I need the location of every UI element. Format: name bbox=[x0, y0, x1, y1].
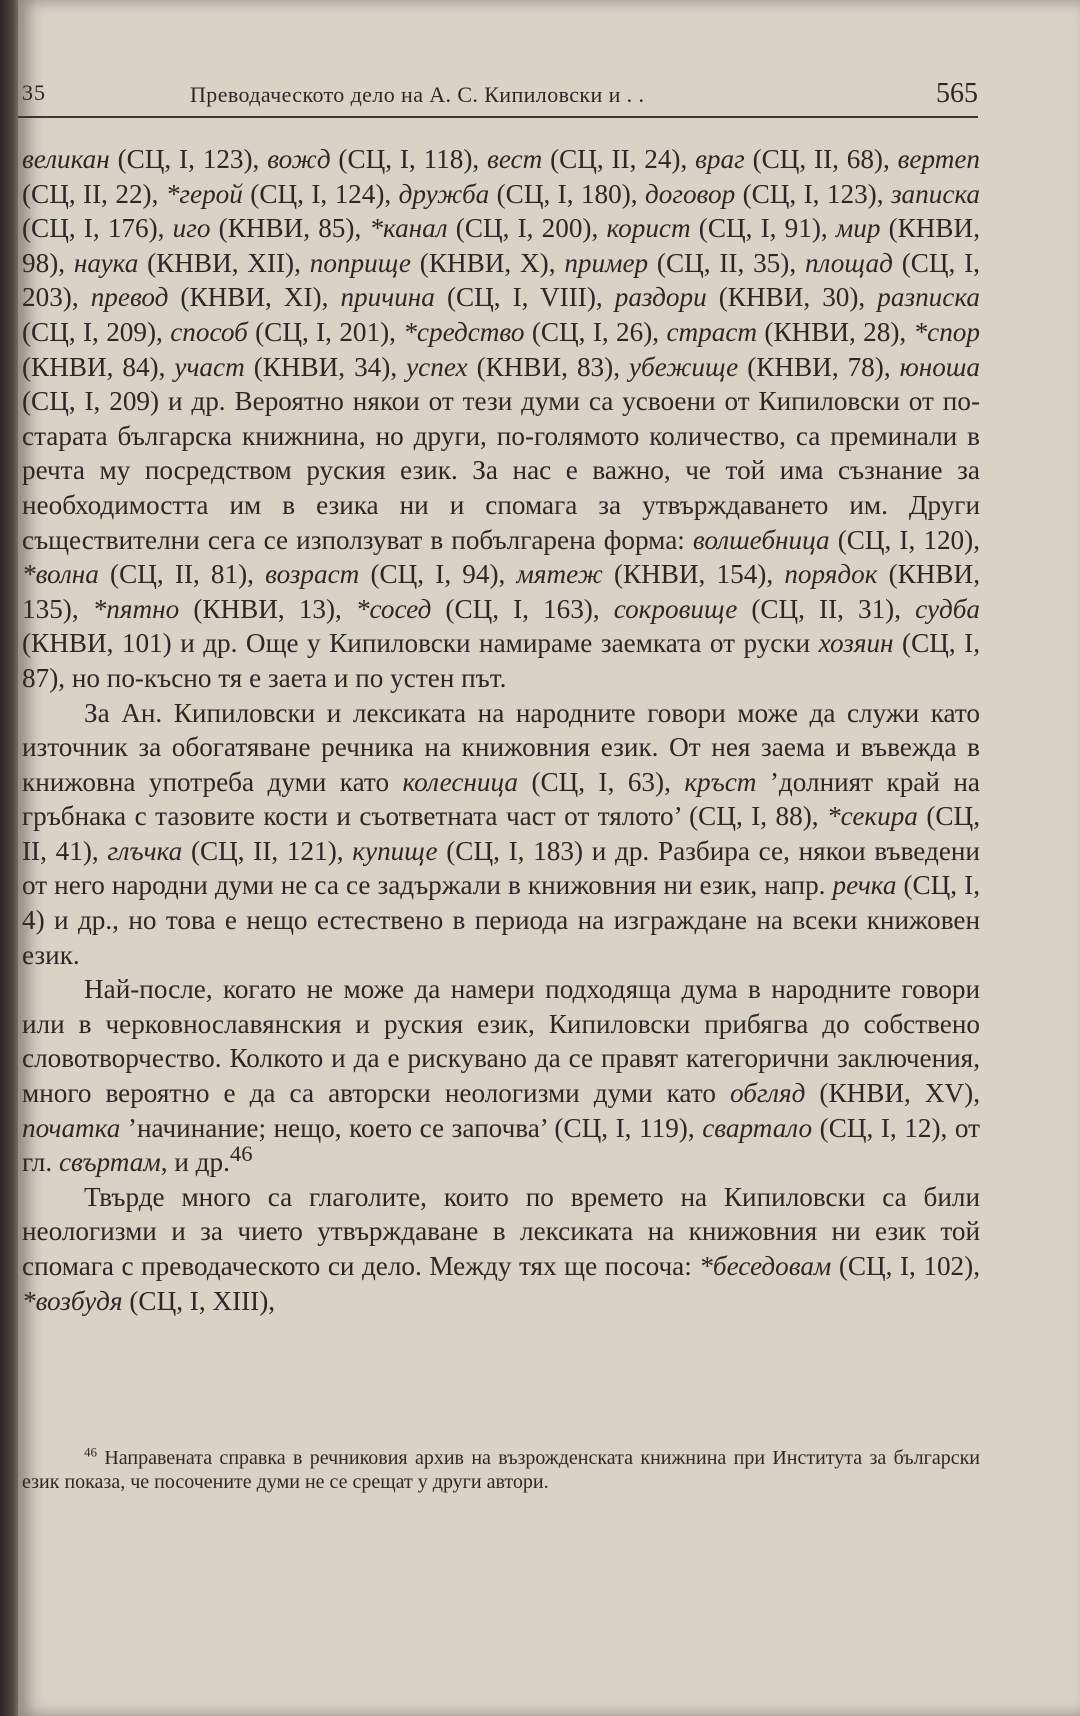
italic-term: участ bbox=[174, 351, 245, 382]
italic-term: пример bbox=[564, 247, 649, 278]
text-run: (СЦ, II, 81), bbox=[98, 559, 266, 590]
text-run: (КНВИ, 101) и др. Още у Кипиловски намираме заемката от руски bbox=[22, 628, 819, 659]
text-run: (СЦ, II, 121), bbox=[182, 835, 353, 866]
text-run: (СЦ, I, 91), bbox=[690, 213, 836, 244]
text-run: (СЦ, I, VIII), bbox=[434, 282, 615, 313]
italic-term: волшебница bbox=[692, 524, 830, 555]
running-title: Преводаческото дело на А. С. Кипиловски и . . bbox=[190, 82, 645, 107]
italic-term: успех bbox=[406, 351, 468, 382]
italic-term: купище bbox=[352, 835, 438, 866]
text-run: (СЦ, I, 87), но по-късно тя е заета и по устен път. bbox=[22, 628, 980, 693]
text-run: (СЦ, I, 4) и др., но това е нещо естествено в периода на изграждане на всеки книжовен език. bbox=[22, 870, 980, 970]
text-run: (СЦ, I, 203), bbox=[22, 247, 980, 313]
italic-term: раздори bbox=[614, 282, 707, 313]
italic-term: корист bbox=[606, 213, 691, 244]
italic-term: площад bbox=[804, 247, 893, 278]
text-run: (СЦ, II, 24), bbox=[542, 144, 696, 174]
italic-term: обгляд bbox=[729, 1078, 806, 1109]
footnote-marker: 46 bbox=[84, 1444, 97, 1460]
italic-term: глъчка bbox=[107, 835, 183, 866]
text-run: (СЦ, I, 94), bbox=[359, 559, 517, 590]
text-run: (СЦ, I, 12), от гл. bbox=[22, 1112, 980, 1178]
text-run: (СЦ, II, 35), bbox=[648, 247, 805, 278]
italic-term: вест bbox=[487, 144, 543, 174]
text-run: (КНВИ, 135), bbox=[22, 559, 980, 624]
text-run: (СЦ, I, 123), bbox=[735, 178, 891, 209]
italic-term: договор bbox=[644, 178, 736, 209]
text-run: За Ан. Кипиловски и лексиката на народните говори може да служи като източник за обогатяване речника на книжовния език. От нея заема и въвежда в книжовна употреба думи като bbox=[22, 697, 980, 797]
text-run: (СЦ, I, 124), bbox=[242, 178, 399, 209]
text-run: (КНВИ, 30), bbox=[706, 282, 878, 313]
text-run: (СЦ, II, 22), bbox=[22, 178, 166, 209]
text-run: (СЦ, I, 123), bbox=[109, 144, 268, 174]
italic-term: речка bbox=[832, 870, 897, 901]
italic-term: судба bbox=[915, 593, 980, 624]
italic-term: вертеп bbox=[897, 144, 981, 174]
italic-term: мятеж bbox=[516, 559, 603, 590]
text-run: (СЦ, I, 26), bbox=[524, 316, 667, 347]
italic-term: *сосед bbox=[355, 593, 432, 624]
italic-term: *пятно bbox=[92, 593, 180, 624]
italic-term: враг bbox=[695, 144, 745, 174]
main-text bbox=[22, 142, 980, 1318]
italic-term: колесница bbox=[402, 766, 519, 797]
italic-term: порядок bbox=[784, 559, 878, 590]
header-rule bbox=[18, 116, 978, 118]
italic-term: сокровище bbox=[613, 593, 738, 624]
italic-term: *спор bbox=[913, 316, 980, 347]
text-run: (КНВИ, XV), bbox=[805, 1078, 980, 1109]
paragraph bbox=[22, 1180, 980, 1318]
italic-term: хозяин bbox=[818, 628, 894, 659]
text-run: (СЦ, I, 201), bbox=[247, 316, 404, 347]
italic-term: возраст bbox=[265, 559, 360, 590]
paragraph bbox=[22, 696, 980, 973]
text-run: (КНВИ, 98), bbox=[22, 213, 980, 278]
text-run: (КНВИ, 85), bbox=[210, 213, 370, 244]
page-header bbox=[18, 72, 978, 116]
text-run: (СЦ, I, 200), bbox=[447, 213, 607, 244]
italic-term: мир bbox=[835, 213, 881, 244]
italic-term: иго bbox=[172, 213, 211, 244]
italic-term: дружба bbox=[398, 178, 490, 209]
italic-term: початка bbox=[22, 1112, 121, 1143]
text-run: (КНВИ, 84), bbox=[22, 351, 175, 382]
italic-term: *канал bbox=[369, 213, 448, 244]
text-run: , и др. bbox=[160, 1147, 230, 1178]
text-run: (КНВИ, 154), bbox=[602, 559, 785, 590]
text-run: (СЦ, I, 118), bbox=[330, 144, 488, 174]
text-run: (КНВИ, XII), bbox=[138, 247, 310, 278]
text-run: (СЦ, I, XIII), bbox=[122, 1285, 276, 1316]
footnote-reference: 46 bbox=[229, 1141, 253, 1167]
text-run: (СЦ, I, 163), bbox=[431, 593, 614, 624]
text-run: (СЦ, I, 183) и др. Разбира се, някои въведени от него народни думи не са се задържали в книжовния ни език, напр. bbox=[22, 835, 980, 901]
italic-term: вожд bbox=[267, 144, 331, 174]
text-run: (СЦ, II, 31), bbox=[737, 593, 916, 624]
italic-term: кръст bbox=[684, 766, 757, 797]
italic-term: причина bbox=[340, 282, 435, 313]
italic-term: *беседовам bbox=[699, 1251, 832, 1281]
text-run: ’долният край на гръбнака с тазовите кости и съответната част от тялото’ (СЦ, I, 88), bbox=[22, 766, 980, 832]
italic-term: превод bbox=[90, 282, 169, 313]
page-number: 565 bbox=[936, 78, 978, 109]
left-page-number: 35 bbox=[22, 80, 46, 105]
italic-term: поприще bbox=[309, 247, 411, 278]
footnotes bbox=[22, 1446, 980, 1494]
italic-term: наука bbox=[73, 247, 139, 278]
text-run: (КНВИ, X), bbox=[410, 247, 565, 278]
italic-term: свартало bbox=[702, 1112, 813, 1143]
text-run: (СЦ, I, 209), bbox=[22, 316, 171, 347]
text-run: (СЦ, II, 41), bbox=[22, 801, 980, 866]
text-run: ’начинание; нещо, което се започва’ (СЦ, I, 119), bbox=[120, 1112, 703, 1143]
text-run: (КНВИ, 78), bbox=[738, 351, 900, 382]
italic-term: страст bbox=[666, 316, 758, 347]
italic-term: *герой bbox=[165, 178, 243, 209]
italic-term: свъртам bbox=[58, 1147, 161, 1178]
text-run: (КНВИ, 28), bbox=[757, 316, 914, 347]
italic-term: разписка bbox=[877, 282, 980, 313]
document-page bbox=[18, 0, 1080, 1716]
italic-term: *средство bbox=[403, 316, 525, 347]
italic-term: *возбудя bbox=[22, 1285, 123, 1316]
text-run: (КНВИ, 83), bbox=[467, 351, 629, 382]
text-run: Най-после, когато не може да намери подходяща дума в народните говори или в черковнославянския и руския език, Кипиловски прибягва до собствено словотворчество. Колкото и да е рискувано да се правят категорични заключения, много вероятно е да са авторски неологизми думи като bbox=[22, 974, 980, 1109]
text-run: (СЦ, I, 63), bbox=[518, 766, 685, 797]
text-run: (СЦ, I, 209) и др. Вероятно някои от тези думи са усвоени от Кипиловски от по-старата българска книжнина, но други, по-голямото количество, са преминали в речта му посредством руския език. За нас е важно, че той има съзнание за необходимостта им в езика ни и спомага за утвърждаването им. Други съществителни сега се използуват в побългарена форма: bbox=[22, 386, 980, 555]
paragraph bbox=[22, 142, 980, 696]
italic-term: убежище bbox=[628, 351, 739, 382]
text-run: (КНВИ, XI), bbox=[168, 282, 341, 313]
footnote-46 bbox=[22, 1446, 980, 1494]
text-run: (СЦ, I, 120), bbox=[829, 524, 980, 555]
text-run: (КНВИ, 13), bbox=[179, 593, 356, 624]
footnote-text: Направената справка в речниковия архив на възрожденската книжнина при Института за български език показа, че посочените думи не се срещат у други автори. bbox=[22, 1447, 980, 1493]
text-run: (СЦ, II, 68), bbox=[744, 144, 898, 174]
paragraph bbox=[22, 972, 980, 1180]
text-run: (СЦ, I, 180), bbox=[489, 178, 645, 209]
text-run: Твърде много са глаголите, които по времето на Кипиловски са били неологизми и за чието утвърждаване в лексиката на книжовния ни език той спомага с преводаческото си дело. Между тях ще посоча: bbox=[22, 1181, 980, 1281]
italic-term: великан bbox=[22, 144, 110, 174]
italic-term: записка bbox=[890, 178, 981, 209]
text-run: (СЦ, I, 176), bbox=[22, 213, 173, 244]
italic-term: способ bbox=[170, 316, 248, 347]
text-run: (КНВИ, 34), bbox=[244, 351, 407, 382]
italic-term: *волна bbox=[22, 559, 99, 590]
italic-term: *секира bbox=[827, 801, 918, 832]
italic-term: юноша bbox=[899, 351, 980, 382]
text-run: (СЦ, I, 102), bbox=[831, 1251, 980, 1281]
